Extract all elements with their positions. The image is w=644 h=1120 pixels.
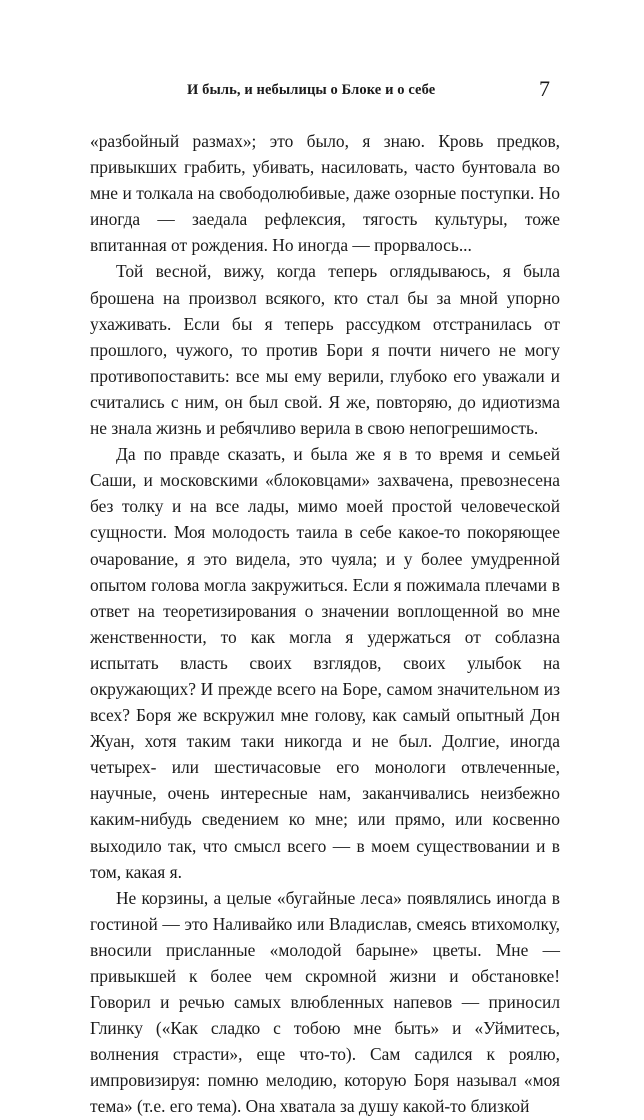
paragraph: Не корзины, а целые «бугайные леса» появлялись иногда в гостиной — это Наливайко или Владислав, смеясь втихомолку, вносили присланные «молодой барыне» цветы. Мне — привыкшей к более чем скромной жизни и обстановке! Говорил и речью самых влюбленных напевов — приносил Глинку («Как сладко с тобою мне быть» и «Уймитесь, волнения страсти», еще что-то). Сам садился к роялю, импровизируя: помню мелодию, которую Боря называл «моя тема» (т.е. его тема). Она хватала за душу какой-то близкой <box>90 887 560 1117</box>
running-header-title: И быль, и небылицы о Блоке и о себе <box>187 82 436 98</box>
paragraph: Да по правде сказать, и была же я в то время и семьей Саши, и московскими «блоковцами» захвачена, превознесена без толку и на все лады, мимо моей простой человеческой сущности. Моя молодость таила в себе какое-то покоряющее очарование, я это видела, это чуяла; и у более умудренной опытом голова могла закружиться. Если я пожимала плечами в ответ на теоретизирования о значении воплощенной во мне женственности, то как могла я удержаться от соблазна испытать власть своих взглядов, своих улыбок на окружающих? И прежде всего на Боре, самом значительном из всех? Боря же вскружил мне голову, как самый опытный Дон Жуан, хотя таким таки никогда и не был. Долгие, иногда четырех- или шестичасовые его монологи отвлеченные, научные, очень интересные нам, заканчивались неизбежно каким-нибудь сведением ко мне; или прямо, или косвенно выходило так, что смысл всего — в моем существовании и в том, какая я. <box>90 444 560 882</box>
paragraph: Той весной, вижу, когда теперь оглядываюсь, я была брошена на произвол всякого, кто стал бы за мной упорно ухаживать. Если бы я теперь рассудком отстранилась от прошлого, чужого, то против Бори я почти ничего не могу противопоставить: все мы ему верили, глубоко его уважали и считались с ним, он был свой. Я же, повторяю, до идиотизма не знала жизнь и ребячливо верила в свою непогрешимость. <box>90 261 560 439</box>
body-text <box>90 128 560 1120</box>
paragraph-continuation: «разбойный размах»; это было, я знаю. Кровь предков, привыкших грабить, убивать, насиловать, часто бунтовала во мне и толкала на свободолюбивые, даже озорные поступки. Но иногда — заедала рефлексия, тягость культуры, тоже впитанная от рождения. Но иногда — прорвалось... <box>90 131 560 256</box>
page-number: 7 <box>539 76 550 101</box>
running-header <box>0 78 644 108</box>
